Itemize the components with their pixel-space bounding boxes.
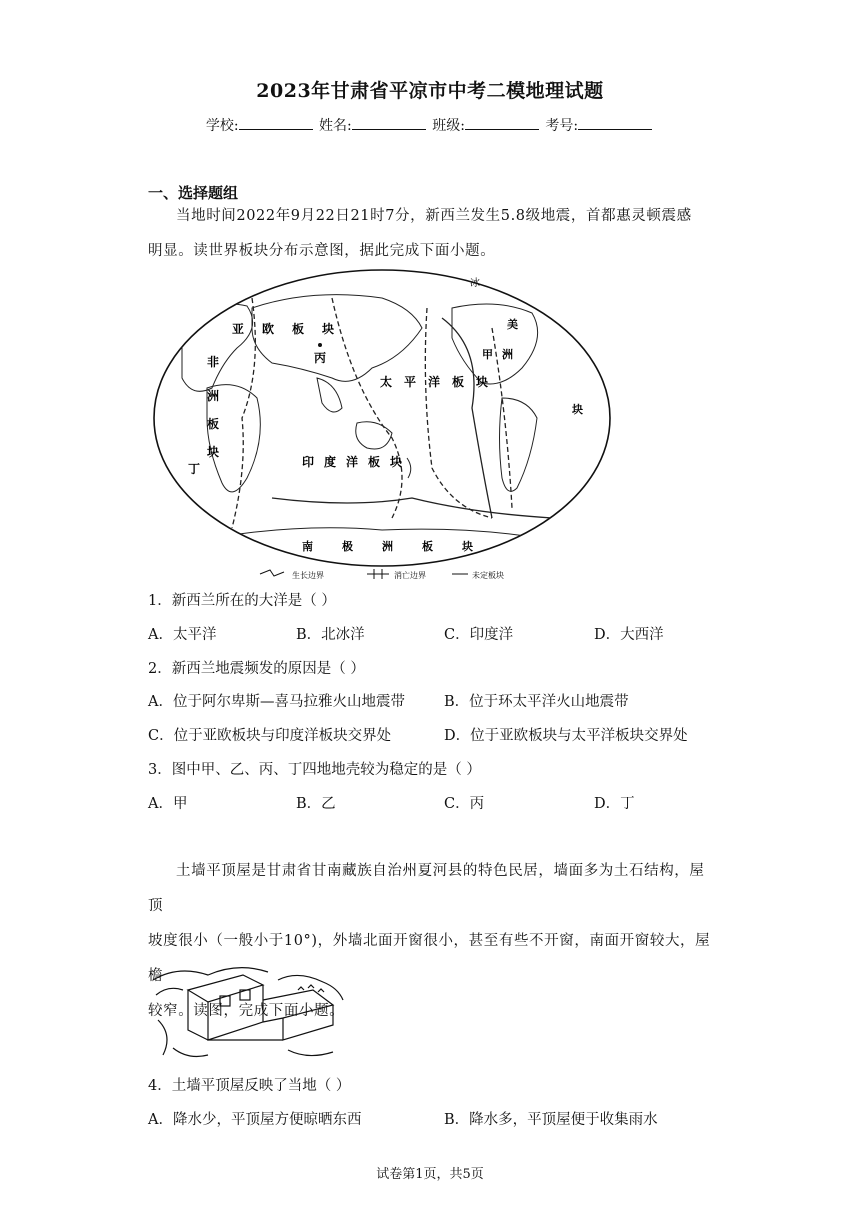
map-label-bing: 丙 (314, 351, 327, 365)
q3-option-b[interactable]: B．乙 (296, 796, 336, 812)
question-4-stem: 4．土墙平顶屋反映了当地（ ） (148, 1078, 351, 1094)
map-label-antarctic-2: 极 (342, 540, 353, 553)
map-legend (260, 569, 504, 580)
map-label-indian-5: 块 (390, 455, 403, 469)
q1-option-d[interactable]: D．大西洋 (594, 627, 664, 643)
q3-option-a[interactable]: A．甲 (148, 796, 188, 812)
school-blank[interactable] (239, 116, 313, 130)
q2-option-b[interactable]: B．位于环太平洋火山地震带 (444, 694, 629, 710)
map-label-pacific-2: 平 (404, 375, 417, 389)
q4-option-a[interactable]: A．降水少，平顶屋方便晾晒东西 (148, 1112, 362, 1128)
q2-option-d[interactable]: D．位于亚欧板块与太平洋板块交界处 (444, 728, 688, 744)
class-blank[interactable] (465, 116, 539, 130)
q2-option-a[interactable]: A．位于阿尔卑斯—喜马拉雅火山地震带 (148, 694, 405, 710)
map-label-antarctic-3: 洲 (382, 540, 393, 553)
school-label: 学校: (205, 118, 239, 134)
q1-option-a[interactable]: A．太平洋 (148, 627, 217, 643)
map-label-antarctic-1: 南 (302, 540, 313, 553)
map-label-antarctic-5: 块 (462, 540, 473, 553)
intro-paragraph-1 (148, 199, 714, 269)
map-label-indian-2: 度 (324, 455, 337, 469)
map-label-antarctic-4: 板 (422, 540, 433, 553)
legend-subduction: 消亡边界 (394, 571, 426, 580)
intro2-line-3: 较窄。读图，完成下面小题。 (148, 1003, 345, 1019)
map-label-eurasia-2: 欧 (262, 322, 275, 336)
intro2-line-1: 土墙平顶屋是甘肃省甘南藏族自治州夏河县的特色民居，墙面多为土石结构，屋顶 (148, 863, 705, 914)
class-label: 班级: (432, 118, 465, 134)
name-label: 姓名: (319, 118, 352, 134)
exam-no-blank[interactable] (578, 116, 652, 130)
map-label-ding: 丁 (188, 462, 201, 476)
q4-option-b[interactable]: B．降水多，平顶屋便于收集雨水 (444, 1112, 658, 1128)
question-2-stem: 2．新西兰地震频发的原因是（ ） (148, 661, 365, 677)
name-blank[interactable] (352, 116, 426, 130)
map-label-america-2: 洲 (502, 348, 513, 361)
map-label-africa-4: 块 (207, 445, 220, 459)
legend-growth: 生长边界 (292, 571, 324, 580)
map-label-indian-4: 板 (368, 455, 381, 469)
map-label-pacific-5: 块 (476, 375, 489, 389)
map-label-eurasia-3: 板 (292, 322, 305, 336)
map-label-africa-2: 洲 (207, 389, 220, 403)
student-info-line (0, 115, 860, 135)
map-label-ice: 冰 (470, 278, 480, 289)
map-label-pacific-3: 洋 (428, 375, 441, 389)
legend-undetermined: 未定板块 (472, 571, 504, 580)
map-label-eurasia-1: 亚 (232, 322, 245, 336)
q3-option-d[interactable]: D．丁 (594, 796, 635, 812)
page-title: 2023年甘肃省平凉市中考二模地理试题 (256, 80, 604, 102)
q2-option-c[interactable]: C．位于亚欧板块与印度洋板块交界处 (148, 728, 392, 744)
exam-no-label: 考号: (545, 118, 579, 134)
map-label-eurasia-4: 块 (322, 322, 335, 336)
flat-roof-house-illustration (148, 960, 348, 1070)
map-label-africa-1: 非 (207, 355, 220, 369)
map-label-indian-3: 洋 (346, 455, 359, 469)
intro-line-1: 当地时间2022年9月22日21时7分，新西兰发生5.8级地震，首都惠灵顿震感 (176, 208, 692, 224)
map-label-pacific-4: 板 (452, 375, 465, 389)
section-heading: 一、选择题组 (148, 184, 239, 202)
q1-option-c[interactable]: C．印度洋 (444, 627, 514, 643)
map-label-america-4: 块 (572, 403, 583, 416)
question-1-stem: 1．新西兰所在的大洋是（ ） (148, 593, 336, 609)
world-plate-map (152, 268, 612, 590)
page-footer: 试卷第1页，共5页 (376, 1167, 484, 1182)
q3-option-c[interactable]: C．丙 (444, 796, 485, 812)
map-label-north-america: 美 (507, 318, 518, 331)
q1-option-b[interactable]: B．北冰洋 (296, 627, 365, 643)
question-3-stem: 3．图中甲、乙、丙、丁四地地壳较为稳定的是（ ） (148, 762, 481, 778)
map-label-indian-1: 印 (302, 455, 315, 469)
map-label-pacific-1: 太 (380, 375, 393, 389)
intro-line-2: 明显。读世界板块分布示意图，据此完成下面小题。 (148, 243, 496, 259)
map-label-jia: 甲 (482, 348, 493, 361)
map-label-africa-3: 板 (207, 417, 220, 431)
intro2-line-2: 坡度很小（一般小于10°)，外墙北面开窗很小，甚至有些不开窗，南面开窗较大，屋檐 (148, 933, 711, 984)
